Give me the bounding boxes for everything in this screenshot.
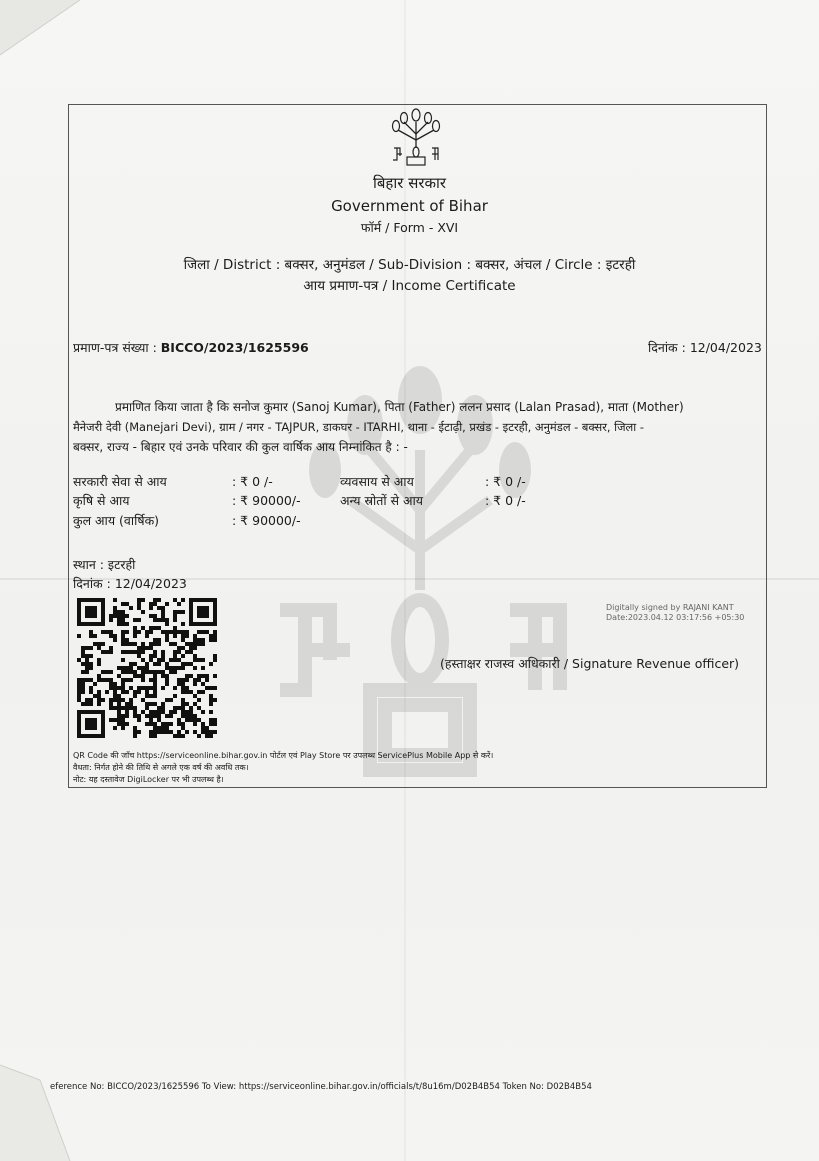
certificate-number-label: प्रमाण-पत्र संख्या : xyxy=(73,340,161,355)
business-income-label: व्यवसाय से आय xyxy=(340,474,414,489)
place-date-value: 12/04/2023 xyxy=(114,576,187,591)
note-qr-verify: QR Code की जाँच https://serviceonline.bihar.gov.in पोर्टल एवं Play Store पर उपलब्ध ServicePlus Mobile App से करें। xyxy=(73,751,494,760)
certificate-number-value: BICCO/2023/1625596 xyxy=(160,340,309,355)
other-income-value: : ₹ 0 /- xyxy=(485,493,526,508)
form-number: फॉर्म / Form - XVI xyxy=(360,220,459,235)
govt-english-title: Government of Bihar xyxy=(331,197,488,215)
total-income-value: : ₹ 90000/- xyxy=(232,513,301,528)
place-line: स्थान : इटरही xyxy=(73,557,136,572)
certificate-body-line-3: बक्सर, राज्य - बिहार एवं उनके परिवार की कुल वार्षिक आय निम्नांकित है : - xyxy=(73,440,408,454)
place-date xyxy=(73,576,187,591)
business-income-value: : ₹ 0 /- xyxy=(485,474,526,489)
certificate-body-line-2: मैनेजरी देवी (Manejari Devi), ग्राम / नगर - TAJPUR, डाकघर - ITARHI, थाना - ईटाढ़ी, प्रखंड - इटरही, अनुमंडल - बक्सर, जिला - xyxy=(73,420,644,434)
digital-signature-date: Date:2023.04.12 03:17:56 +05:30 xyxy=(606,613,745,622)
certificate-date-value: 12/04/2023 xyxy=(689,340,762,355)
other-income-label: अन्य स्रोतों से आय xyxy=(340,493,424,508)
signature-label-hindi: (हस्ताक्षर राजस्व अधिकारी / xyxy=(440,656,573,671)
folded-corner-bottom-left xyxy=(0,1060,110,1161)
district-line: जिला / District : बक्सर, अनुमंडल / Sub-Division : बक्सर, अंचल / Circle : इटरही xyxy=(183,257,636,273)
note-digilocker: नोट: यह दस्तावेज DigiLocker पर भी उपलब्ध है। xyxy=(73,775,224,784)
bihar-emblem-icon xyxy=(388,108,444,166)
agriculture-income-label: कृषि से आय xyxy=(73,493,130,508)
agriculture-income-value: : ₹ 90000/- xyxy=(232,493,301,508)
qr-code xyxy=(77,598,217,738)
note-validity: वैधता: निर्गत होने की तिथि से अगले एक वर्ष की अवधि तक। xyxy=(73,763,249,772)
govt-service-income-label: सरकारी सेवा से आय xyxy=(73,474,167,489)
govt-service-income-value: : ₹ 0 /- xyxy=(232,474,273,489)
govt-hindi-title: बिहार सरकार xyxy=(372,174,447,192)
digital-signature-name: Digitally signed by RAJANI KANT xyxy=(606,603,734,612)
signature-label xyxy=(440,656,739,671)
place-date-label: दिनांक : xyxy=(73,576,115,591)
reference-footer: eference No: BICCO/2023/1625596 To View: https://serviceonline.bihar.gov.in/officials/t/8u16m/D02B4B54 Token No: D02B4B54 xyxy=(50,1082,592,1092)
certificate-title: आय प्रमाण-पत्र / Income Certificate xyxy=(303,278,516,294)
certificate-date-label: दिनांक : xyxy=(648,340,690,355)
certificate-number xyxy=(73,340,309,355)
signature-label-english: Signature Revenue officer) xyxy=(572,656,740,671)
certificate-body-line-1: प्रमाणित किया जाता है कि सनोज कुमार (Sanoj Kumar), पिता (Father) ललन प्रसाद (Lalan Prasad), माता (Mother) xyxy=(115,400,684,414)
certificate-date xyxy=(648,340,762,355)
total-income-label: कुल आय (वार्षिक) xyxy=(73,513,160,528)
folded-corner-top-left xyxy=(0,0,90,60)
